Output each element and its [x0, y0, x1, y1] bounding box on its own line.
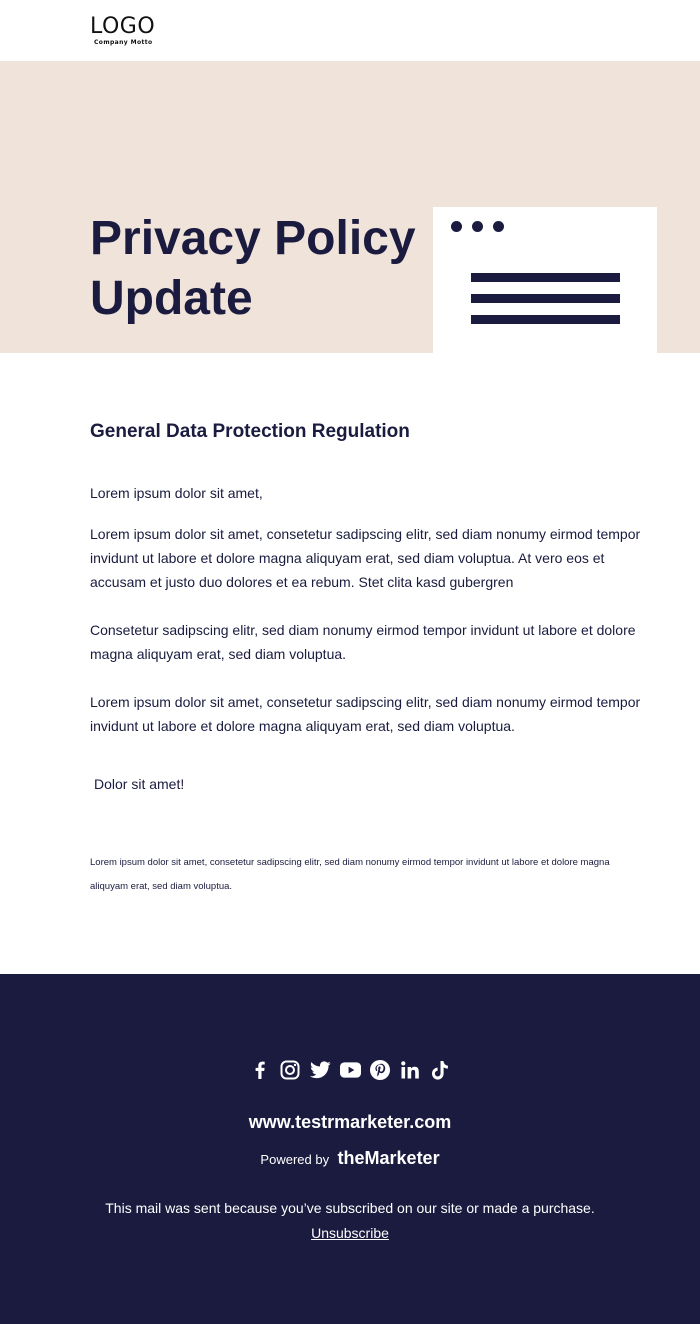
body-paragraph-1: Lorem ipsum dolor sit amet, consetetur sadipscing elitr, sed diam nonumy eirmod tempor invidunt ut labore et dolore magna aliquyam erat, sed diam voluptua. At vero eos et accusam et justo duo dolores et ea rebum. Stet clita kasd gubergren — [90, 526, 641, 590]
powered-by — [0, 1148, 700, 1169]
content-line-illustration — [471, 273, 620, 282]
email-body — [0, 353, 700, 974]
hero-title-line-1: Privacy Policy — [90, 212, 416, 265]
body-paragraph-2: Consetetur sadipscing elitr, sed diam nonumy eirmod tempor invidunt ut labore et dolore magna aliquyam erat, sed diam voluptua. — [90, 622, 636, 662]
subscription-notice: This mail was sent because you’ve subscribed on our site or made a purchase. — [105, 1200, 595, 1216]
signoff-text: Dolor sit amet! — [94, 776, 185, 792]
powered-by-label: Powered by — [260, 1152, 330, 1167]
greeting-text: Lorem ipsum dolor sit amet, — [90, 485, 263, 501]
window-dot-icon — [493, 221, 504, 232]
body-paragraph-3: Lorem ipsum dolor sit amet, consetetur sadipscing elitr, sed diam nonumy eirmod tempor invidunt ut labore et dolore magna aliquyam erat, sed diam voluptua. — [90, 694, 641, 734]
browser-window-illustration — [433, 207, 657, 353]
company-logo[interactable] — [90, 16, 160, 48]
pinterest-icon[interactable] — [369, 1059, 391, 1081]
tiktok-icon[interactable] — [429, 1059, 451, 1081]
twitter-icon[interactable] — [309, 1059, 331, 1081]
powered-by-brand[interactable]: theMarketer — [337, 1148, 440, 1168]
content-line-illustration — [471, 294, 620, 303]
small-print-text: Lorem ipsum dolor sit amet, consetetur sadipscing elitr, sed diam nonumy eirmod tempor invidunt ut labore et dolore magna aliquyam erat, sed diam voluptua. — [90, 857, 610, 892]
section-title: General Data Protection Regulation — [90, 421, 410, 442]
youtube-icon[interactable] — [339, 1059, 361, 1081]
social-links — [0, 1059, 700, 1081]
hero-banner — [0, 61, 700, 353]
unsubscribe-container — [0, 1225, 700, 1241]
logo-wordmark: LOGO — [90, 14, 156, 39]
linkedin-icon[interactable] — [399, 1059, 421, 1081]
hero-title-line-2: Update — [90, 272, 253, 325]
window-dot-icon — [451, 221, 462, 232]
hero-title — [90, 209, 430, 329]
content-line-illustration — [471, 315, 620, 324]
facebook-icon[interactable] — [249, 1059, 271, 1081]
instagram-icon[interactable] — [279, 1059, 301, 1081]
website-link[interactable]: www.testrmarketer.com — [248, 1112, 452, 1132]
logo-motto: Company Motto — [94, 39, 153, 46]
email-header — [0, 0, 700, 61]
unsubscribe-link[interactable]: Unsubscribe — [311, 1225, 389, 1241]
email-footer — [0, 974, 700, 1324]
window-dot-icon — [472, 221, 483, 232]
